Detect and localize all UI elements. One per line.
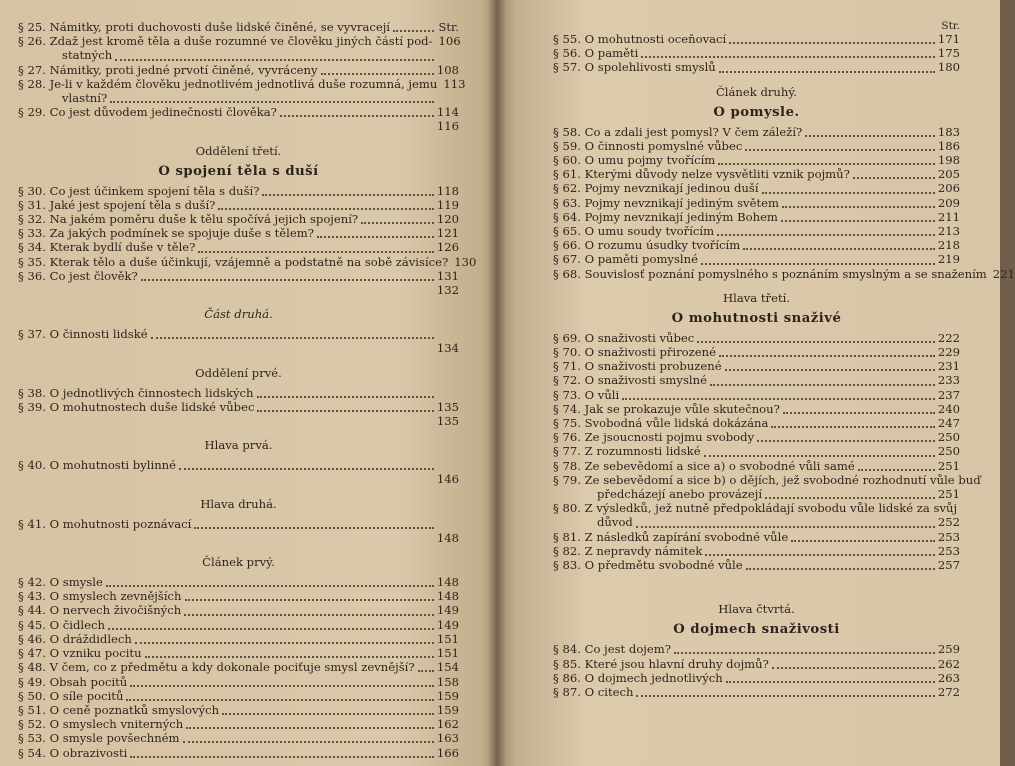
toc-entry-title: § 84. Co jest dojem? <box>553 642 671 657</box>
toc-page-number: 119 <box>436 197 459 212</box>
section-heading: Článek prvý. <box>202 555 275 570</box>
toc-entry <box>553 642 960 656</box>
toc-page-number: 253 <box>937 543 960 558</box>
toc-page-number: 159 <box>436 702 459 717</box>
leader-dots <box>185 595 434 601</box>
toc-entry-title: § 57. O spolehlivosti smyslů <box>553 60 716 75</box>
leader-dots <box>725 365 935 371</box>
toc-entry <box>553 224 960 238</box>
toc-entry-title: § 64. Pojmy nevznikají jediným Bohem <box>553 209 778 224</box>
toc-page-number: 206 <box>937 181 960 196</box>
toc-entry <box>18 517 459 531</box>
leader-dots <box>762 188 935 194</box>
toc-entry-title: § 77. Z rozumnosti lidské <box>553 444 701 459</box>
leader-dots <box>782 202 935 208</box>
section-heading: Článek druhý. <box>715 84 798 99</box>
section-subject-title: O dojmech snaživosti <box>673 622 840 638</box>
toc-page-number: 272 <box>937 684 960 699</box>
toc-page-number: 120 <box>436 212 459 227</box>
toc-entry <box>553 153 960 167</box>
toc-page-number: 148 <box>436 589 459 604</box>
leader-dots <box>697 337 935 343</box>
toc-page-number: 251 <box>937 487 960 502</box>
toc-entry <box>553 373 960 387</box>
toc-page-number: 221 <box>992 266 1015 281</box>
toc-entry <box>553 196 960 210</box>
toc-entry-title: § 46. O dráždidlech <box>18 631 132 646</box>
section-heading: Hlava druhá. <box>200 496 277 511</box>
toc-entry-title: § 68. Souvislosť poznání pomyslného s poznáním smyslným a se snažením <box>553 266 987 281</box>
toc-page-number: 229 <box>937 345 960 360</box>
leader-dots <box>783 408 935 414</box>
toc-entry-title: § 39. O mohutnostech duše lidské vůbec <box>18 399 255 414</box>
toc-page-number: 231 <box>937 359 960 374</box>
toc-entry-title: předcházejí anebo provázejí <box>597 487 763 502</box>
toc-entry <box>553 472 981 487</box>
toc-entry <box>18 603 459 617</box>
toc-entry <box>18 327 459 341</box>
leader-dots <box>772 663 935 669</box>
leader-dots <box>717 230 935 236</box>
toc-page-number: 121 <box>436 226 459 241</box>
toc-entry <box>553 685 960 699</box>
toc-entry-title: § 47. O vzniku pocitu <box>18 646 142 661</box>
toc-entry <box>18 269 459 283</box>
leader-dots <box>317 232 434 238</box>
leader-dots <box>641 52 935 58</box>
toc-entry-title: § 78. Ze sebevědomí a sice a) o svobodné vůli samé <box>553 458 855 473</box>
toc-page-number: 116 <box>436 119 459 134</box>
toc-page-number: 130 <box>454 254 477 269</box>
leader-dots <box>393 26 434 32</box>
toc-page-number: 162 <box>436 717 459 732</box>
toc-entry <box>18 632 459 646</box>
toc-entry-title: § 83. O předmětu svobodné vůle <box>553 558 743 573</box>
toc-entry-title: § 35. Kterak tělo a duše účinkují, vzájemně a podstatně na sobě závisíce? <box>18 254 449 269</box>
toc-entry-title: § 62. Pojmy nevznikají jedinou duší <box>553 181 759 196</box>
toc-entry-title: § 32. Na jakém poměru duše k tělu spočívá jejich spojení? <box>18 212 359 227</box>
toc-page-number: 205 <box>937 167 960 182</box>
toc-entry-title: § 63. Pojmy nevznikají jediným světem <box>553 195 779 210</box>
toc-page-number: 148 <box>436 530 459 545</box>
leader-dots <box>757 436 935 442</box>
leader-dots <box>418 666 434 672</box>
leader-dots <box>145 652 434 658</box>
toc-entry <box>553 558 960 572</box>
leader-dots <box>636 691 934 697</box>
section-heading: Oddělení prvé. <box>195 365 282 380</box>
toc-page-number: 149 <box>436 603 459 618</box>
toc-entry <box>18 226 459 240</box>
section-heading: Hlava prvá. <box>204 438 273 453</box>
toc-entry <box>553 416 960 430</box>
leader-dots <box>361 218 434 224</box>
toc-page-number: 198 <box>937 153 960 168</box>
toc-entry-title: § 37. O činnosti lidské <box>18 327 148 342</box>
toc-page-number: 151 <box>436 631 459 646</box>
toc-page-number: Str. <box>438 20 459 34</box>
leader-dots <box>853 173 935 179</box>
toc-page-number: 171 <box>937 32 960 46</box>
toc-entry <box>18 717 459 731</box>
toc-entry-title: § 34. Kterak bydlí duše v těle? <box>18 240 196 255</box>
toc-entry-title: § 56. O paměti <box>553 46 639 61</box>
toc-entry-title: § 76. Ze jsoucnosti pojmu svobody <box>553 430 755 445</box>
toc-page-number: 166 <box>436 745 459 760</box>
toc-entry-title: § 40. O mohutnosti bylinné <box>18 458 176 473</box>
toc-entry-title: § 59. O činnosti pomyslné vůbec <box>553 138 743 153</box>
toc-entry-title: § 69. O snaživosti vůbec <box>553 330 695 345</box>
toc-entry <box>553 210 960 224</box>
toc-entry-title: § 51. O ceně poznatků smyslových <box>18 702 220 717</box>
toc-page-number: 233 <box>937 373 960 388</box>
leader-dots <box>622 394 935 400</box>
toc-entry <box>18 618 459 632</box>
toc-entry-title: § 27. Námitky, proti jedné prvotí činěné, vyvráceny <box>18 62 318 77</box>
toc-entry-title: § 71. O snaživosti probuzené <box>553 359 722 374</box>
leader-dots <box>704 451 935 457</box>
toc-entry <box>553 430 960 444</box>
leader-dots <box>115 55 434 61</box>
section-heading: Hlava třetí. <box>723 290 790 305</box>
toc-entry <box>18 386 459 400</box>
section-subject-title: O mohutnosti snaživé <box>671 310 842 326</box>
toc-entry-title: § 75. Svobodná vůle lidská dokázána <box>553 416 769 431</box>
toc-page-number: 250 <box>937 430 960 445</box>
leader-dots <box>719 351 935 357</box>
toc-page-number: 163 <box>436 731 459 746</box>
toc-entry <box>553 266 1015 281</box>
toc-entry <box>18 254 477 269</box>
toc-entry-title: § 31. Jaké jest spojení těla s duší? <box>18 197 216 212</box>
toc-entry-title: § 86. O dojmech jednotlivých <box>553 670 723 685</box>
toc-page-number: 132 <box>436 283 459 298</box>
toc-page-number: 146 <box>436 472 459 487</box>
toc-page-number: 158 <box>436 674 459 689</box>
leader-dots <box>729 38 935 44</box>
toc-entry <box>18 675 459 689</box>
leader-dots <box>186 723 434 729</box>
toc-entry <box>553 544 960 558</box>
toc-entry-title: § 58. Co a zdali jest pomysl? V čem záleží? <box>553 124 803 139</box>
leader-dots <box>710 380 935 386</box>
section-heading: Část druhá. <box>204 307 273 322</box>
leader-dots <box>858 465 935 471</box>
leader-dots <box>719 67 935 73</box>
leader-dots <box>701 259 935 265</box>
toc-entry <box>18 240 459 254</box>
toc-entry-title: § 82. Z nepravdy námitek <box>553 543 703 558</box>
page-column-label: Str. <box>941 20 960 32</box>
toc-entry-title: § 60. O umu pojmy tvořícím <box>553 153 716 168</box>
toc-page-number: 252 <box>937 515 960 530</box>
section-heading: Oddělení třetí. <box>195 143 282 158</box>
toc-page-number: 259 <box>937 642 960 657</box>
toc-entry-title: § 55. O mohutnosti oceňovací <box>553 32 727 46</box>
left-page <box>0 0 497 766</box>
toc-entry-title: § 50. O síle pocitů <box>18 688 124 703</box>
leader-dots <box>222 709 434 715</box>
toc-entry <box>18 589 459 603</box>
toc-entry <box>553 331 960 345</box>
leader-dots <box>179 464 434 470</box>
toc-page-number: 149 <box>436 617 459 632</box>
toc-page-number: 175 <box>937 46 960 61</box>
toc-entry-title: § 73. O vůli <box>553 387 620 402</box>
toc-entry <box>18 63 459 77</box>
toc-entry <box>553 388 960 402</box>
toc-entry-title: § 67. O paměti pomyslné <box>553 252 698 267</box>
toc-page-number: 209 <box>937 195 960 210</box>
leader-dots <box>108 624 434 630</box>
toc-entry <box>18 34 459 48</box>
toc-page-number: 108 <box>436 62 459 77</box>
toc-entry-title: § 38. O jednotlivých činnostech lidských <box>18 385 254 400</box>
toc-entry <box>553 671 960 685</box>
toc-entry-continuation <box>18 48 459 62</box>
toc-entry <box>18 105 459 119</box>
toc-entry-title: § 79. Ze sebevědomí a sice b) o dějích, jež svobodné rozhodnutí vůle buď <box>553 472 981 487</box>
toc-page-number: 183 <box>937 124 960 139</box>
toc-entry-title: vlastní? <box>62 91 108 106</box>
toc-entry <box>18 660 459 674</box>
toc-page-number: 222 <box>937 330 960 345</box>
toc-page-number: 151 <box>436 646 459 661</box>
leader-dots <box>771 422 934 428</box>
toc-page-number: 135 <box>436 399 459 414</box>
toc-entry-title: statných <box>62 48 113 63</box>
leader-dots <box>781 216 935 222</box>
toc-entry-title: § 28. Je-li v každém člověku jednotlivém jednotlivá duše rozumná, jemu <box>18 76 438 91</box>
leader-dots <box>126 695 433 701</box>
toc-entry-title: § 42. O smysle <box>18 575 103 590</box>
toc-entry <box>553 459 960 473</box>
toc-page-number: 186 <box>937 138 960 153</box>
toc-entry <box>18 646 459 660</box>
leader-dots <box>726 677 935 683</box>
toc-entry <box>553 181 960 195</box>
leader-dots <box>151 333 434 339</box>
leader-dots <box>106 581 434 587</box>
leader-dots <box>636 522 935 528</box>
toc-entry <box>553 359 960 373</box>
toc-entry-title: § 53. O smysle povšechném <box>18 731 180 746</box>
toc-entry-title: § 65. O umu soudy tvořícím <box>553 224 715 239</box>
toc-entry-title: § 29. Co jest důvodem jedinečnosti člověka? <box>18 105 277 120</box>
leader-dots <box>218 204 433 210</box>
toc-entry-title: § 25. Námitky, proti duchovosti duše lidské činěné, se vyvracejí <box>18 20 391 34</box>
toc-entry-title: § 36. Co jest člověk? <box>18 268 138 283</box>
leader-dots <box>257 406 433 412</box>
toc-page-number: 180 <box>937 60 960 75</box>
toc-entry-title: § 81. Z následků zapírání svobodné vůle <box>553 529 789 544</box>
toc-entry-title: § 66. O rozumu úsudky tvořícím <box>553 238 741 253</box>
toc-page-number: 250 <box>937 444 960 459</box>
toc-entry-title: § 85. Které jsou hlavní druhy dojmů? <box>553 656 769 671</box>
toc-entry-title: § 70. O snaživosti přirozené <box>553 345 716 360</box>
toc-page-number: 240 <box>937 401 960 416</box>
toc-entry <box>18 198 459 212</box>
toc-page-number: 159 <box>436 688 459 703</box>
toc-entry-title: § 74. Jak se prokazuje vůle skutečnou? <box>553 401 780 416</box>
toc-entry <box>18 76 466 91</box>
toc-entry <box>18 746 459 760</box>
toc-entry <box>553 501 960 515</box>
toc-page-number: 134 <box>436 341 459 356</box>
right-page <box>497 0 1015 766</box>
toc-page-number: 251 <box>937 458 960 473</box>
leader-dots <box>280 111 434 117</box>
leader-dots <box>183 737 434 743</box>
leader-dots <box>805 131 935 137</box>
toc-page-number: 263 <box>937 670 960 685</box>
toc-entry <box>553 139 960 153</box>
toc-entry-title: důvod <box>597 515 633 530</box>
toc-entry <box>553 238 960 252</box>
toc-entry <box>553 60 960 74</box>
toc-page-number: 257 <box>937 558 960 573</box>
spacer <box>553 572 960 592</box>
toc-entry-title: § 52. O smyslech vniterných <box>18 717 184 732</box>
book-gutter <box>488 0 506 766</box>
toc-entry-continuation <box>553 515 960 529</box>
toc-entry-title: § 49. Obsah pocitů <box>18 674 128 689</box>
toc-page-number: 247 <box>937 416 960 431</box>
toc-entry <box>553 530 960 544</box>
toc-entry <box>553 345 960 359</box>
toc-entry <box>553 252 960 266</box>
leader-dots <box>746 564 935 570</box>
toc-entry <box>18 458 459 472</box>
toc-entry-title: § 43. O smyslech zevnějších <box>18 589 182 604</box>
toc-page-number: 253 <box>937 529 960 544</box>
toc-entry-title: § 54. O obrazivosti <box>18 745 128 760</box>
toc-entry <box>553 167 960 181</box>
toc-entry-continuation <box>553 487 960 501</box>
toc-entry <box>553 444 960 458</box>
toc-entry <box>18 731 459 745</box>
toc-entry <box>18 212 459 226</box>
toc-page-number: 218 <box>937 238 960 253</box>
toc-entry-title: § 41. O mohutnosti poznávací <box>18 516 192 531</box>
toc-page-number: 113 <box>443 76 466 91</box>
leader-dots <box>184 610 434 616</box>
toc-page-number: 219 <box>937 252 960 267</box>
leader-dots <box>141 275 434 281</box>
toc-entry <box>18 184 459 198</box>
toc-entry <box>553 125 960 139</box>
leader-dots <box>321 69 434 75</box>
toc-entry <box>18 689 459 703</box>
toc-entry-title: § 72. O snaživosti smyslné <box>553 373 707 388</box>
leader-dots <box>198 247 433 253</box>
section-subject-title: O spojení těla s duší <box>158 163 319 179</box>
toc-page-number: 148 <box>436 575 459 590</box>
leader-dots <box>194 523 434 529</box>
toc-page-number: 114 <box>436 105 459 120</box>
leader-dots <box>674 648 935 654</box>
toc-page-number: 237 <box>937 387 960 402</box>
toc-page-number: 126 <box>436 240 459 255</box>
toc-page-number: 131 <box>436 268 459 283</box>
toc-entry <box>18 575 459 589</box>
toc-entry-title: § 48. V čem, co z předmětu a kdy dokonale pociťuje smysl zevnější? <box>18 660 415 675</box>
toc-page-number: 213 <box>937 224 960 239</box>
toc-entry-title: § 30. Co jest účinkem spojení těla s duší? <box>18 183 260 198</box>
toc-entry <box>553 657 960 671</box>
leader-dots <box>257 392 435 398</box>
toc-entry-title: § 33. Za jakých podmínek se spojuje duše s tělem? <box>18 226 314 241</box>
leader-dots <box>110 97 434 103</box>
leader-dots <box>262 190 433 196</box>
toc-entry <box>18 20 459 34</box>
toc-entry-title: § 45. O čidlech <box>18 617 105 632</box>
toc-entry-title: § 61. Kterými důvody nelze vysvětliti vznik pojmů? <box>553 167 850 182</box>
section-subject-title: O pomysle. <box>713 104 800 120</box>
leader-dots <box>705 550 934 556</box>
leader-dots <box>718 159 935 165</box>
leader-dots <box>130 752 434 758</box>
section-heading: Hlava čtvrtá. <box>718 602 795 617</box>
toc-entry <box>553 32 960 46</box>
toc-page-number: 154 <box>436 660 459 675</box>
toc-page-number: 118 <box>436 183 459 198</box>
toc-entry-title: § 87. O citech <box>553 684 634 699</box>
leader-dots <box>791 536 935 542</box>
leader-dots <box>743 244 935 250</box>
leader-dots <box>130 681 434 687</box>
toc-entry-continuation <box>18 91 459 105</box>
toc-entry <box>18 400 459 414</box>
toc-page-number: 262 <box>937 656 960 671</box>
toc-page-number: 211 <box>937 209 960 224</box>
toc-entry-title: § 26. Zdaž jest kromě těla a duše rozumné ve člověku jiných částí pod- <box>18 34 433 49</box>
toc-entry <box>553 46 960 60</box>
leader-dots <box>765 493 935 499</box>
toc-entry <box>18 703 459 717</box>
toc-entry-title: § 44. O nervech živočišných <box>18 603 182 618</box>
toc-entry-title: § 80. Z výsledků, jež nutně předpokládají svobodu vůle lidské za svůj <box>553 501 958 516</box>
leader-dots <box>745 145 935 151</box>
toc-entry <box>553 402 960 416</box>
toc-page-number: 135 <box>436 414 459 429</box>
toc-page-number: 106 <box>438 34 461 49</box>
leader-dots <box>135 638 434 644</box>
